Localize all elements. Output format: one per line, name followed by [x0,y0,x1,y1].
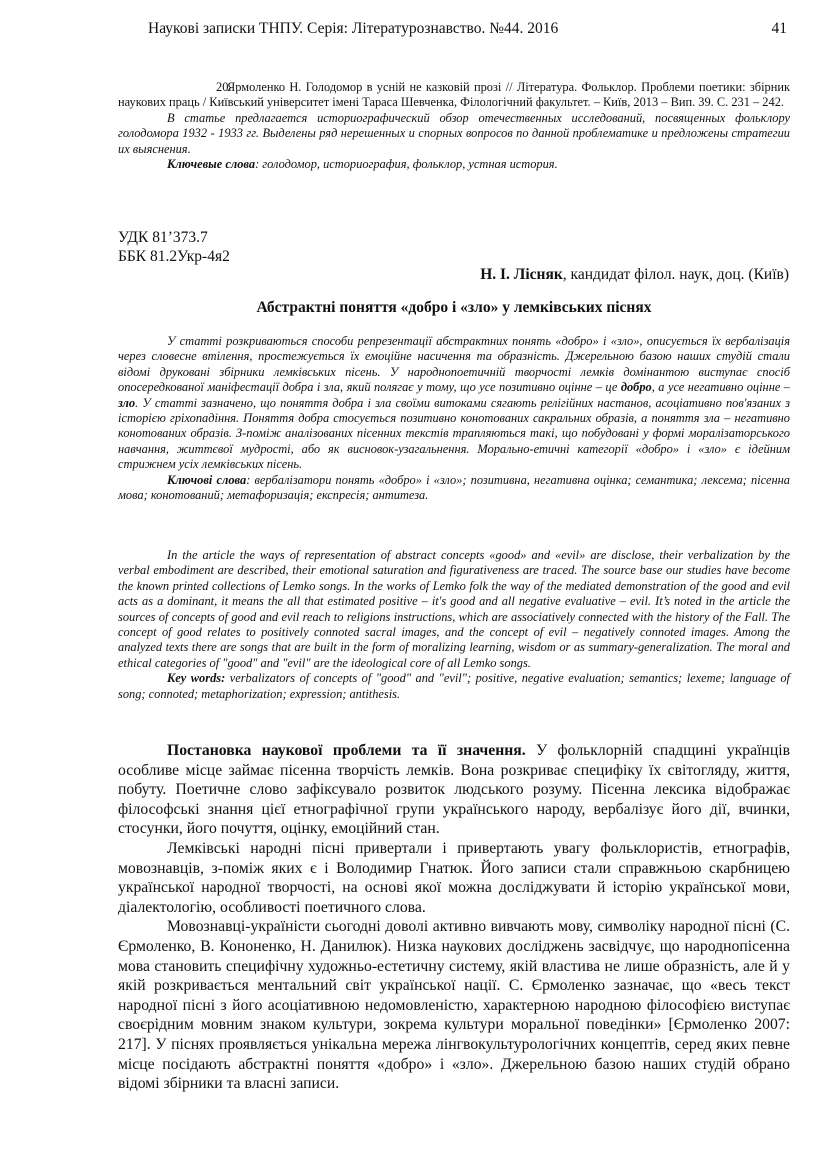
page-number: 41 [771,20,787,37]
reference-text: Ярмоленко Н. Голодомор в усній не казковій прозі // Література. Фольклор. Проблеми поетики: збірник наукових праць / Київський університет імені Тараса Шевченка, Філологічний факультет. – Київ, 2013 – Вип. 39. С. 231 – 242. [118,80,790,110]
section-heading: Постановка наукової проблеми та її значення. [167,742,526,759]
keywords-text: verbalizators of concepts of "good" and "evil"; positive, negative evaluation; semantics; lexeme; language of song; connoted; metaphorization; expression; antithesis. [118,671,790,701]
reference-item [118,80,790,111]
abstract-ukrainian [118,334,790,503]
keywords-text: : вербалізатори понять «добро» і «зло»; позитивна, негативна оцінка; семантика; лексема; пісенна мова; конотований; метафоризація; експресія; антитеза. [118,472,790,503]
body-paragraph [118,741,790,839]
keywords-russian [118,157,790,172]
article-body [118,741,790,1094]
keywords-label: Ключові слова [167,472,247,487]
term-evil: зло [118,395,136,410]
keywords-text: : голодомор, историография, фольклор, устная история. [255,157,558,172]
running-title: Наукові записки ТНПУ. Серія: Літературознавство. №44. 2016 [148,20,559,37]
keywords-label: Ключевые слова [167,157,256,172]
keywords-label: Key words: [167,671,226,686]
abstract-ukrainian-text [118,334,790,473]
article-title: Абстрактні поняття «добро і «зло» у лемківських піснях [256,299,652,316]
abstract-english-text: In the article the ways of representation of abstract concepts «good» and «evil» are disclose, their verbalization by the verbal embodiment are described, their emotional saturation and figurativeness are traced. The source base our studies have become the known printed collections of Lemko songs. In the works of Lemko folk the way of the mediated demonstration of the good and evil acts as a dominant, it means the all that estimated positive – it's good and all negative evaluative – evil. It’s noted in the article the sources of concepts of good and evil reach to religions instructions, which are associatively connected with the history of the Fall. The concept of good relates to positively connoted sacral images, and the concept of evil – negatively connoted images. Among the analyzed texts there are songs that are built in the form of moralizing learning, wisdom or as summary-generalization. The moral and ethical categories of "good" and "evil" are the ideological core of all Lemko songs. [118,548,790,670]
abstract-text-part: , а усе негативно оцінне – [651,380,791,395]
abstract-text-part: . У статті зазначено, що поняття добра і зла своїми витоками сягають релігійних настанов, асоціативно пов'язаних з історією гріхопадіння. Поняття добра стосується позитивно конотованих сакральних образів, а поняття зла – негативно конотованих образів. З-поміж аналізованих пісенних текстів трапляються такі, що побудовані у формі моралізаторського навчання, життєвої мудрості, або як висновок-узагальнення. Морально-етичні категорії «добро» і «зло» є ідейним стрижнем усіх лемківських пісень. [118,395,790,472]
reference-number: 20. [216,80,232,94]
abstract-english [118,548,790,702]
keywords-ukrainian [118,473,790,504]
author-name: Н. І. Лісняк [480,266,563,283]
udc-code: УДК 81’373.7 [118,229,208,246]
author-line [480,266,789,284]
bbk-code: ББК 81.2Укр-4я2 [118,248,230,265]
author-info: , кандидат філол. наук, доц. (Київ) [562,266,789,283]
abstract-text-part: У статті розкриваються способи репрезентації абстрактних понять «добро» і «зло», описується їх вербалізація через словесне втілення, простежується їх емоційне насичення та образність. Джерельною базою наших студій стали відомі друковані збірники лемківських пісень. У народнопоетичній творчості лемків домінантою виступає спосіб опосередкованої маніфестації добра і зла, який полягає у тому, що усе позитивно оцінне – це [118,334,790,395]
paragraph-text: У фольклорній спадщині українців особливе місце займає пісенна творчість лемків. Вона розкриває специфіку їх світогляду, життя, побуту. Поетичне слово зафіксувало розвиток людського розуму. Пісенна лексика відображає філософські знання цієї етнографічної групи українського народу, вербалізує його дії, вчинки, стосунки, його почуття, оцінку, емоційний стан. [118,742,790,838]
body-paragraph: Лемківські народні пісні привертали і привертають увагу фольклористів, етнографів, мовознавців, з-поміж яких є і Володимир Гнатюк. Його записи стали справжньою скарбницею української народної творчості, на основі якої можна досліджувати й історію української мови, діалектологію, особливості поетичного слова. [118,839,790,916]
term-good: добро [620,380,652,395]
previous-article-end [118,80,790,172]
body-paragraph: Мовознавці-україністи сьогодні доволі активно вивчають мову, символіку народної пісні (С. Єрмоленко, В. Кононенко, Н. Данилюк). Низка наукових досліджень засвідчує, що народнопісенна мова становить специфічну художньо-естетичну систему, якій властива не лише образність, але й у якій розкривається ментальний світ української нації. С. Єрмоленко зазначає, що «весь текст народної пісні з його асоціативною недомовленістю, характерною народною філософією виступає своєрідним мовним знаком культури, зокрема культури моральної поведінки» [Єрмоленко 2007: 217]. У піснях проявляється унікальна мережа лінгвокультурологічних концептів, серед яких певне місце посідають абстрактні поняття «добро» і «зло». Джерельною базою наших студій обрано відомі збірники та власні записи. [118,918,790,1093]
running-head [148,20,787,38]
keywords-english [118,671,790,702]
classification-codes [118,228,230,266]
abstract-russian: В статье предлагается историографический обзор отечественных исследований, посвященных фольклору голодомора 1932 - 1933 гг. Выделены ряд нерешенных и спорных вопросов по данной проблематике и предложены стратегии их выяснения. [118,110,790,156]
